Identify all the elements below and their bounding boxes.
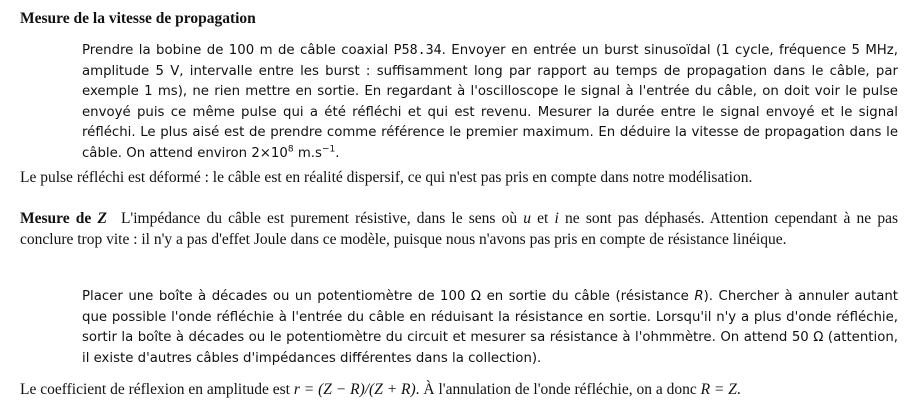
var-r: R (694, 289, 704, 304)
conclusion-c: . (736, 381, 741, 398)
intro-text-b: et (531, 210, 555, 227)
cable-code: P58.34 (393, 43, 442, 58)
reflection-formula: r = (Z − R)/(Z + R) (293, 381, 416, 398)
var-u: u (523, 210, 532, 227)
section-heading-propagation-speed: Mesure de la vitesse de propagation (20, 10, 256, 27)
instr2-part2: ). Chercher à annuler autant que possible l'onde réfléchie à l'entrée du câble en réduisant la résistance en sortie. Lorsqu'il n'y a plus d'onde réfléchie, sortir la boîte à décades ou le potentiomètre du circuit et mesurer sa résistance à l'ohmmètre. On attend 50 Ω (attention, il existe d'autres câbles d'impédances différentes dans la collection). (82, 289, 898, 366)
exponent-8: 8 (287, 144, 294, 155)
conclusion-b: . À l'annulation de l'onde réfléchie, on a donc (415, 381, 701, 398)
impedance-heading-prefix: Mesure de (20, 210, 98, 227)
instructions-impedance (82, 287, 898, 369)
exponent-minus-1: −1 (321, 144, 336, 155)
dispersion-note: Le pulse réfléchi est déformé : le câble est en réalité dispersif, ce qui n'est pas pris en compte dans notre modélisation. (20, 169, 753, 186)
instr1-part1: Prendre la bobine de 100 m de câble coaxial (82, 43, 394, 58)
intro-text-c: ne sont pas déphasés. Attention cependant à ne pas conclure trop vite : il n'y a pas d'effet Joule dans ce modèle, puisque nous n'avons pas pris en compte de résistance linéique. (20, 210, 898, 248)
var-i: i (554, 210, 559, 227)
impedance-heading-var: Z (97, 210, 107, 227)
section-heading-impedance (20, 210, 107, 227)
speed-unit: m.s (293, 145, 322, 161)
conclusion-a: Le coefficient de réflexion en amplitude est (20, 381, 294, 398)
instr2-part1: Placer une boîte à décades ou un potentiomètre de 100 Ω en sortie du câble (résistance (82, 289, 695, 304)
instr1-end: . (335, 145, 340, 161)
instructions-propagation (82, 41, 898, 164)
impedance-intro (20, 209, 898, 250)
result-formula: R = Z (700, 381, 737, 398)
reflection-coefficient (20, 380, 898, 401)
instr1-part2: . Envoyer en entrée un burst sinusoïdal (1 cycle, fréquence 5 MHz, amplitude 5 V, intervalle entre les burst : suffisamment long par rapport au temps de propagation dans le câble, par exemple 1 ms), ne rien mettre en sortie. En regardant à l'oscilloscope le signal à l'entrée du câble, on doit voir le pulse envoyé puis ce même pulse qui a été réfléchi et qui est revenu. Mesurer la durée entre le signal envoyé et le signal réfléchi. Le plus aisé est de prendre comme référence le premier maximum. En déduire la vitesse de propagation dans le câble. On attend environ 2×10 (82, 43, 898, 161)
intro-text-a: L'impédance du câble est purement résistive, dans le sens où (120, 210, 524, 227)
